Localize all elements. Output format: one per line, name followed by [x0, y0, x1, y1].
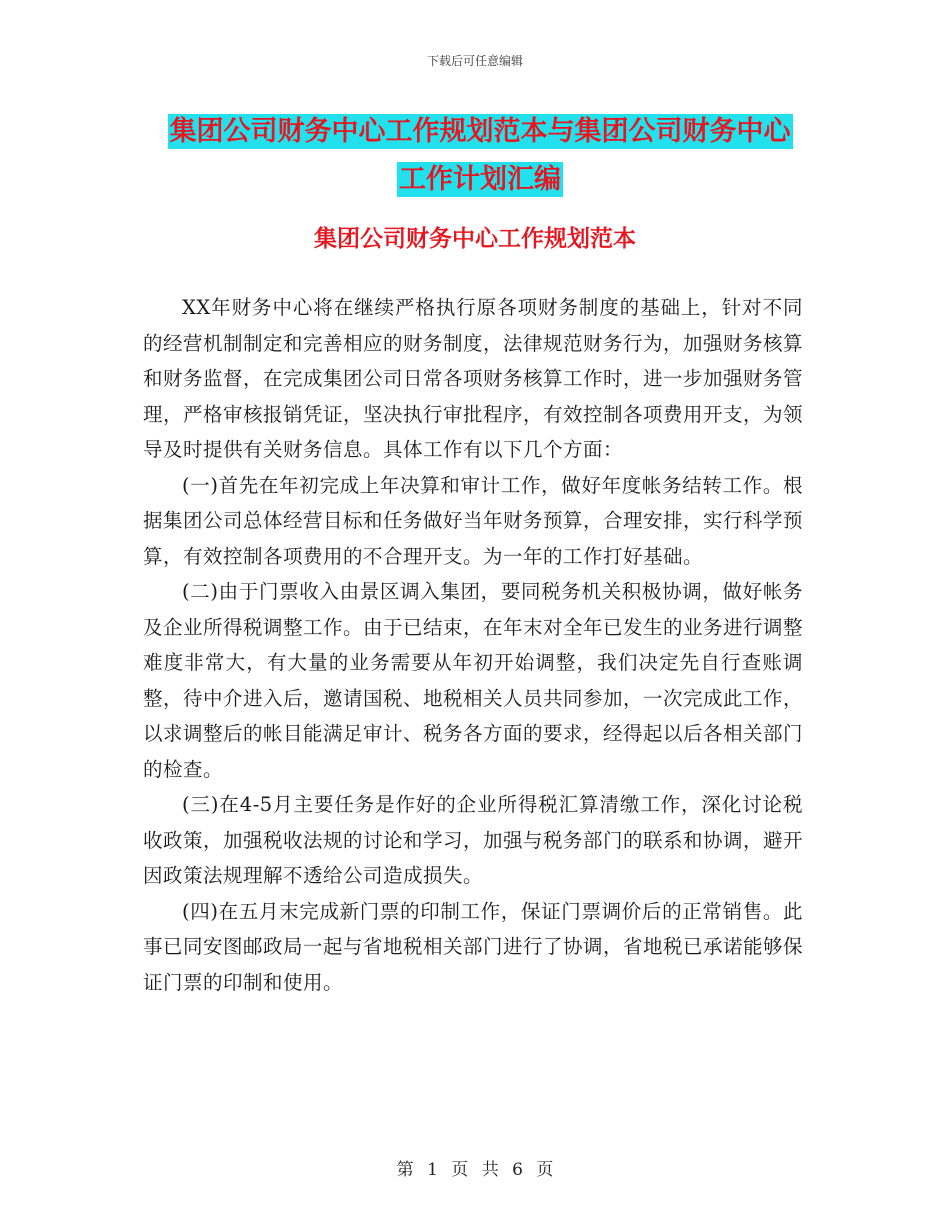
- paragraph-intro: XX年财务中心将在继续严格执行原各项财务制度的基础上，针对不同的经营机制制定和完善相应的财务制度，法律规范财务行为，加强财务核算和财务监督，在完成集团公司日常各项财务核算工作时，进一步加强财务管理，严格审核报销凭证，坚决执行审批程序，有效控制各项费用开支，为领导及时提供有关财务信息。具体工作有以下几个方面：: [143, 296, 804, 461]
- paragraph-item-1: (一)首先在年初完成上年决算和审计工作，做好年度帐务结转工作。根据集团公司总体经营目标和任务做好当年财务预算，合理安排，实行科学预算，有效控制各项费用的不合理开支。为一年的工作打好基础。: [143, 473, 804, 568]
- document-title: [150, 108, 810, 204]
- page-number-footer: 第 1 页 共 6 页: [396, 1160, 554, 1180]
- paragraph-item-3: (三)在4-5月主要任务是作好的企业所得税汇算清缴工作，深化讨论税收政策，加强税收法规的讨论和学习，加强与税务部门的联系和协调，避开因政策法规理解不透给公司造成损失。: [143, 793, 804, 887]
- title-line-2: 工作计划汇编: [399, 164, 561, 195]
- paragraph-item-2: (二)由于门票收入由景区调入集团，要同税务机关积极协调，做好帐务及企业所得税调整工作。由于已结束，在年末对全年已发生的业务进行调整难度非常大，有大量的业务需要从年初开始调整，我们决定先自行查账调整，待中介进入后，邀请国税、地税相关人员共同参加，一次完成此工作，以求调整后的帐目能满足审计、税务各方面的要求，经得起以后各相关部门的检查。: [143, 580, 804, 781]
- header-note: 下载后可任意编辑: [426, 54, 523, 68]
- section-heading: 集团公司财务中心工作规划范本: [314, 226, 636, 252]
- title-line-1: 集团公司财务中心工作规划范本与集团公司财务中心: [169, 116, 791, 147]
- body-text: [143, 290, 803, 1000]
- paragraph-item-4: (四)在五月末完成新门票的印制工作，保证门票调价后的正常销售。此事已同安图邮政局一起与省地税相关部门进行了协调，省地税已承诺能够保证门票的印制和使用。: [143, 899, 804, 994]
